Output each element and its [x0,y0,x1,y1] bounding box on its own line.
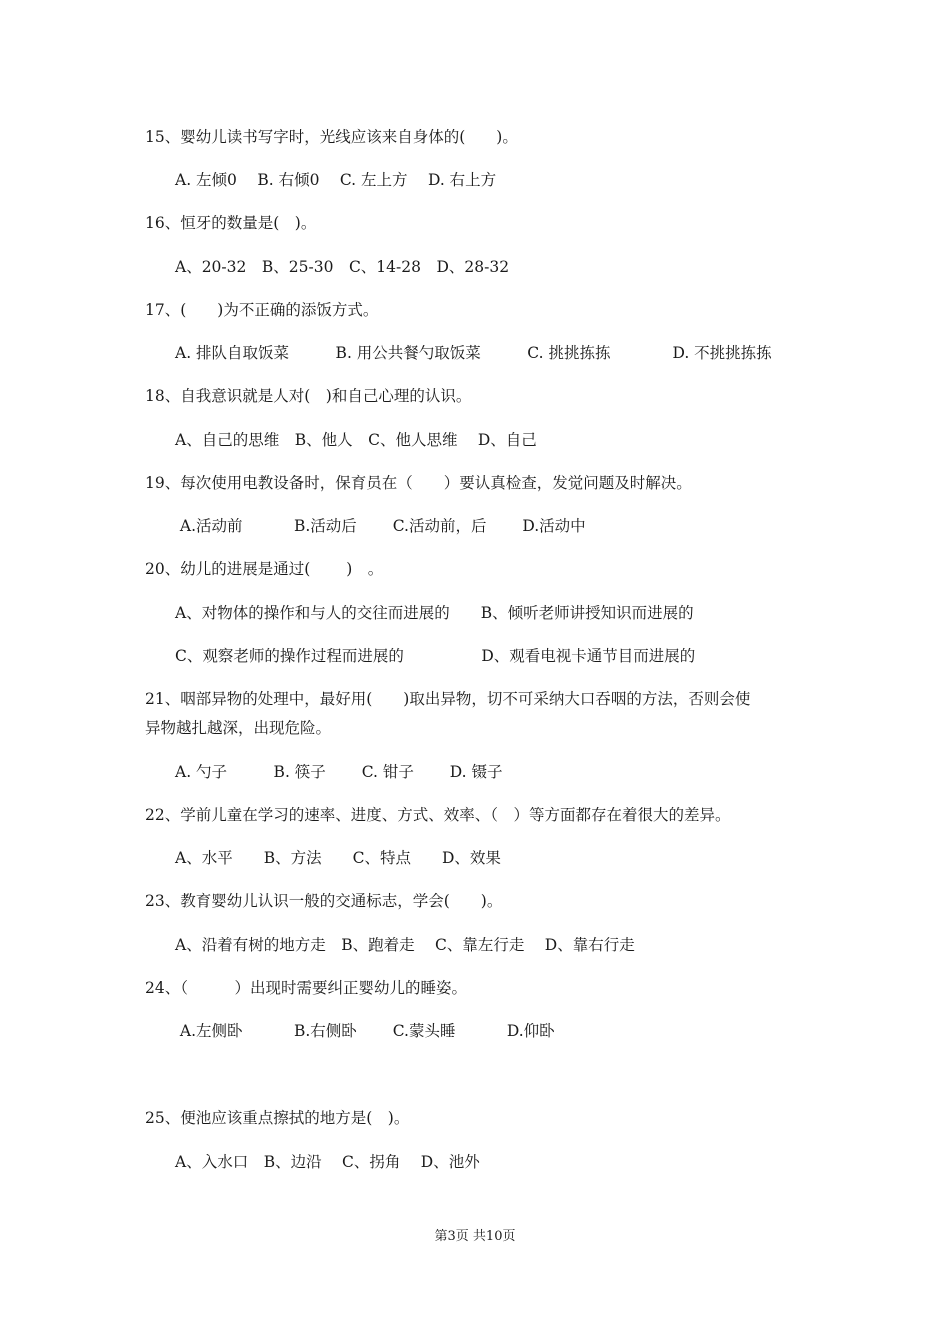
question-18: 18、自我意识就是人对( )和自己心理的认识。 [145,387,472,405]
question-19: 19、每次使用电教设备时，保育员在（ ）要认真检查，发觉问题及时解决。 [145,474,692,492]
options-15: A. 左倾0 B. 右倾0 C. 左上方 D. 右上方 [175,171,497,189]
options-24: A.左侧卧 B.右侧卧 C.蒙头睡 D.仰卧 [175,1022,555,1040]
question-20: 20、幼儿的进展是通过( ) 。 [145,560,384,578]
question-25: 25、便池应该重点擦拭的地方是( )。 [145,1109,410,1127]
options-18: A、自己的思维 B、他人 C、他人思维 D、自己 [175,431,537,449]
question-17: 17、( )为不正确的添饭方式。 [145,301,379,319]
question-23: 23、教育婴幼儿认识一般的交通标志，学会( )。 [145,892,503,910]
options-22: A、水平 B、方法 C、特点 D、效果 [175,849,501,867]
question-22: 22、学前儿童在学习的速率、进度、方式、效率、（ ）等方面都存在着很大的差异。 [145,806,731,824]
question-21-continued: 异物越扎越深，出现危险。 [145,719,332,737]
options-25: A、入水口 B、边沿 C、拐角 D、池外 [175,1153,480,1171]
options-21: A. 勺子 B. 筷子 C. 钳子 D. 镊子 [175,763,503,781]
options-23: A、沿着有树的地方走 B、跑着走 C、靠左行走 D、靠右行走 [175,936,635,954]
options-20-row1: A、对物体的操作和与人的交往而进展的 B、倾听老师讲授知识而进展的 [175,604,694,622]
options-19: A.活动前 B.活动后 C.活动前，后 D.活动中 [175,517,586,535]
question-21: 21、咽部异物的处理中，最好用( )取出异物，切不可采纳大口吞咽的方法，否则会使 [145,690,751,708]
question-24: 24、（ ）出现时需要纠正婴幼儿的睡姿。 [145,979,467,997]
page-footer: 第3页 共10页 [434,1229,516,1244]
options-20-row2: C、观察老师的操作过程而进展的 D、观看电视卡通节目而进展的 [175,647,696,665]
options-16: A、20-32 B、25-30 C、14-28 D、28-32 [175,258,510,276]
question-16: 16、恒牙的数量是( )。 [145,214,317,232]
options-17: A. 排队自取饭菜 B. 用公共餐勺取饭菜 C. 挑挑拣拣 D. 不挑挑拣拣 [175,344,772,362]
question-15: 15、婴幼儿读书写字时，光线应该来自身体的( )。 [145,128,518,146]
